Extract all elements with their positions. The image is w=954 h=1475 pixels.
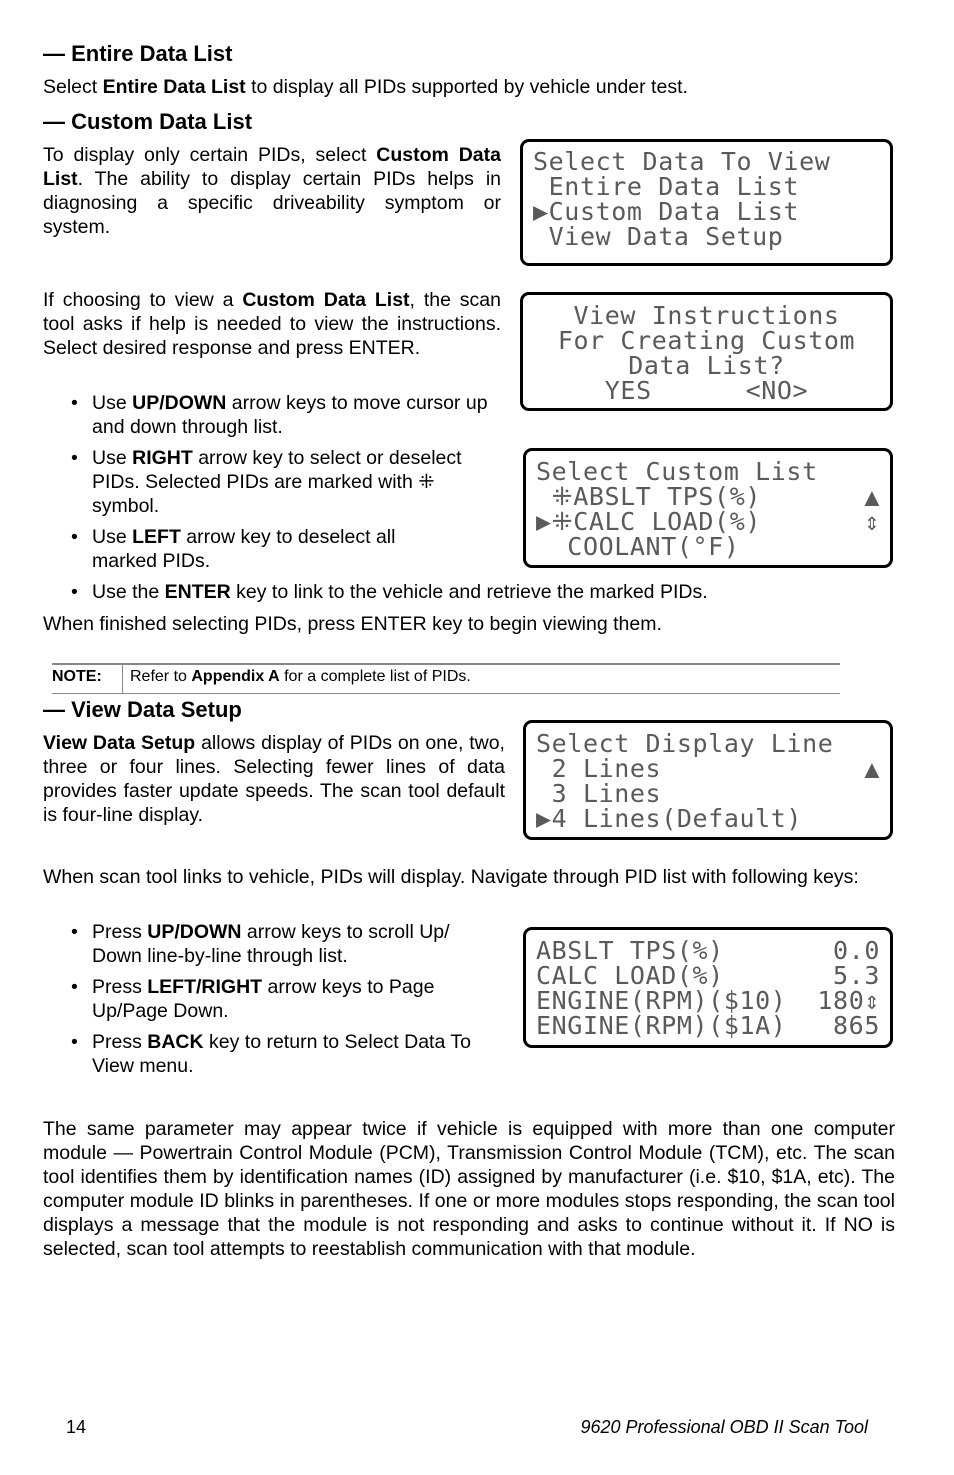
heading-entire-data-list: — Entire Data List [43, 41, 233, 66]
lcd-line [536, 484, 880, 509]
note-label: NOTE: [52, 668, 102, 685]
list-item: • Use LEFT arrow key to deselect all marked PIDs. [71, 526, 396, 572]
lcd-line-selected [536, 806, 880, 831]
lcd-value: 5.3 [833, 961, 880, 990]
text-bold: LEFT [132, 526, 181, 548]
text-bold: BACK [147, 1031, 204, 1053]
lcd-line: Select Data To View [533, 147, 831, 176]
text-part: Use [92, 447, 133, 469]
text-bold: LEFT/RIGHT [147, 976, 263, 998]
text-part: Press [92, 976, 148, 998]
text-part: If choosing to view a [43, 289, 243, 311]
module-id-paragraph: The same parameter may appear twice if vehicle is equipped with more than one computer module — Powertrain Control Module (PCM), Transmission Control Module (TCM), etc. The scan tool identifies them by identification names (ID) assigned by manufacturer (i.e. $10, $1A, etc). The computer module ID blinks in parentheses. If one or more modules stops responding, the scan tool displays a message that the module is not responding and asks to continue without it. If NO is selected, scan tool attempts to reestablish communication with that module. [43, 1118, 895, 1260]
lcd-value: 0.0 [833, 936, 880, 965]
list-item: • Press LEFT/RIGHT arrow keys to Page Up/Page Down. [71, 976, 435, 1022]
text-part: Use [92, 392, 133, 414]
text-part: Use [92, 526, 133, 548]
list-item: • Use the ENTER key to link to the vehicle and retrieve the marked PIDs. [71, 581, 708, 603]
page-number: 14 [66, 1417, 87, 1437]
text-part: arrow keys to move cursor up and down through list. [92, 392, 488, 438]
lcd-text: 2 Lines [536, 754, 662, 783]
custom-list-bullets-enter [43, 580, 923, 604]
lcd-select-custom-list [523, 448, 893, 568]
lcd-text: ▶⁜CALC LOAD(%) [536, 507, 762, 536]
text-part: Press [92, 921, 148, 943]
lcd-text: ⁜ABSLT TPS(%) [536, 482, 762, 511]
lcd-select-data-to-view [520, 139, 893, 266]
text-bold: Appendix A [191, 668, 280, 685]
lcd-select-display-line [523, 720, 893, 840]
text-bold: UP/DOWN [147, 921, 242, 943]
text-part: arrow keys to Page Up/Page Down. [92, 976, 435, 1022]
lcd-line: View Data Setup [533, 222, 784, 251]
lcd-line: For Creating Custom [557, 326, 856, 355]
lcd-line [536, 534, 880, 559]
lcd-line: Entire Data List [533, 172, 800, 201]
text-part: Press [92, 1031, 148, 1053]
text-part: key to return to Select Data To View menu. [92, 1031, 471, 1077]
lcd-line [536, 963, 880, 988]
lcd-text: COOLANT(°F) [536, 532, 740, 561]
heading-view-data-setup: — View Data Setup [43, 697, 242, 722]
heading-custom-data-list: — Custom Data List [43, 109, 253, 134]
lcd-text: 3 Lines [536, 779, 662, 808]
lcd-text: ▶4 Lines(Default) [536, 804, 803, 833]
text-part: arrow key to select or deselect PIDs. Selected PIDs are marked with ⁜ symbol. [92, 447, 462, 517]
footer-product-name: 9620 Professional OBD II Scan Tool [580, 1417, 868, 1437]
text-part: for a complete list of PIDs. [279, 668, 471, 685]
text-bold: Custom Data List [242, 289, 410, 311]
lcd-line [536, 781, 880, 806]
note-divider [122, 665, 123, 693]
lcd-pid-values [523, 927, 893, 1048]
text-part: , the scan tool asks if help is needed to view the instructions. Select desired response and press ENTER. [43, 289, 501, 359]
lcd-value: 865 [833, 1011, 880, 1040]
text-part: To display only certain PIDs, select [43, 144, 377, 166]
scroll-updown-icon: ⇕ [864, 507, 880, 536]
text-bold: Entire Data List [102, 76, 246, 98]
scroll-up-icon: ▲ [864, 754, 880, 783]
text-part: . The ability to display certain PIDs helps in diagnosing a specific driveability symptom or system. [43, 168, 501, 238]
lcd-text: CALC LOAD(%) [536, 961, 724, 990]
list-item: • Use RIGHT arrow key to select or deselect PIDs. Selected PIDs are marked with ⁜ symbol. [71, 447, 462, 517]
lcd-text: Select Custom List [536, 457, 818, 486]
text-part: Use the [92, 581, 165, 603]
lcd-line: Data List? [628, 351, 785, 380]
navigate-keys-text: When scan tool links to vehicle, PIDs will display. Navigate through PID list with following keys: [43, 866, 859, 888]
lcd-line [536, 756, 880, 781]
text-part: key to link to the vehicle and retrieve the marked PIDs. [230, 581, 708, 603]
lcd-line [536, 1013, 880, 1038]
lcd-line [536, 938, 880, 963]
scroll-up-icon: ▲ [864, 482, 880, 511]
text-bold: Custom Data List [43, 144, 501, 190]
text-part: to display all PIDs supported by vehicle under test. [245, 76, 688, 98]
lcd-line [536, 459, 880, 484]
text-bold: ENTER [164, 581, 231, 603]
navigate-bullets [43, 920, 503, 1078]
note-text [130, 668, 471, 686]
custom-list-bullets [43, 391, 513, 573]
text-part: arrow keys to scroll Up/ Down line-by-line through list. [92, 921, 450, 967]
custom-data-list-paragraph-2 [43, 288, 501, 360]
text-part: arrow key to deselect all marked PIDs. [92, 526, 396, 572]
entire-data-list-text [43, 75, 923, 99]
text-bold: UP/DOWN [132, 392, 227, 414]
text-part: allows display of PIDs on one, two, three or four lines. Selecting fewer lines of data provides faster update speeds. The scan tool default is four-line display. [43, 732, 505, 826]
finish-selecting-text: When finished selecting PIDs, press ENTER key to begin viewing them. [43, 613, 662, 635]
lcd-view-instructions [520, 292, 893, 411]
lcd-value: 180⇕ [817, 986, 880, 1015]
list-item: • Press BACK key to return to Select Data To View menu. [71, 1031, 471, 1077]
text-bold: RIGHT [132, 447, 193, 469]
text-bold: View Data Setup [43, 732, 196, 754]
list-item: • Press UP/DOWN arrow keys to scroll Up/ Down line-by-line through list. [71, 921, 450, 967]
text-part: Refer to [130, 668, 192, 685]
lcd-text: ENGINE(RPM)($1A) [536, 1011, 787, 1040]
note-box [52, 663, 840, 694]
custom-data-list-paragraph-1 [43, 143, 501, 239]
lcd-line-selected: ▶Custom Data List [533, 197, 800, 226]
lcd-line-selected [536, 509, 880, 534]
lcd-line: View Instructions [573, 301, 840, 330]
lcd-line [536, 731, 880, 756]
lcd-line: YES <NO> [604, 376, 809, 405]
list-item: • Use UP/DOWN arrow keys to move cursor up and down through list. [71, 392, 488, 438]
lcd-text: Select Display Line [536, 729, 834, 758]
text-part: Select [43, 76, 103, 98]
lcd-line [536, 988, 880, 1013]
view-data-setup-paragraph [43, 731, 505, 827]
lcd-text: ENGINE(RPM)($10) [536, 986, 787, 1015]
lcd-text: ABSLT TPS(%) [536, 936, 724, 965]
